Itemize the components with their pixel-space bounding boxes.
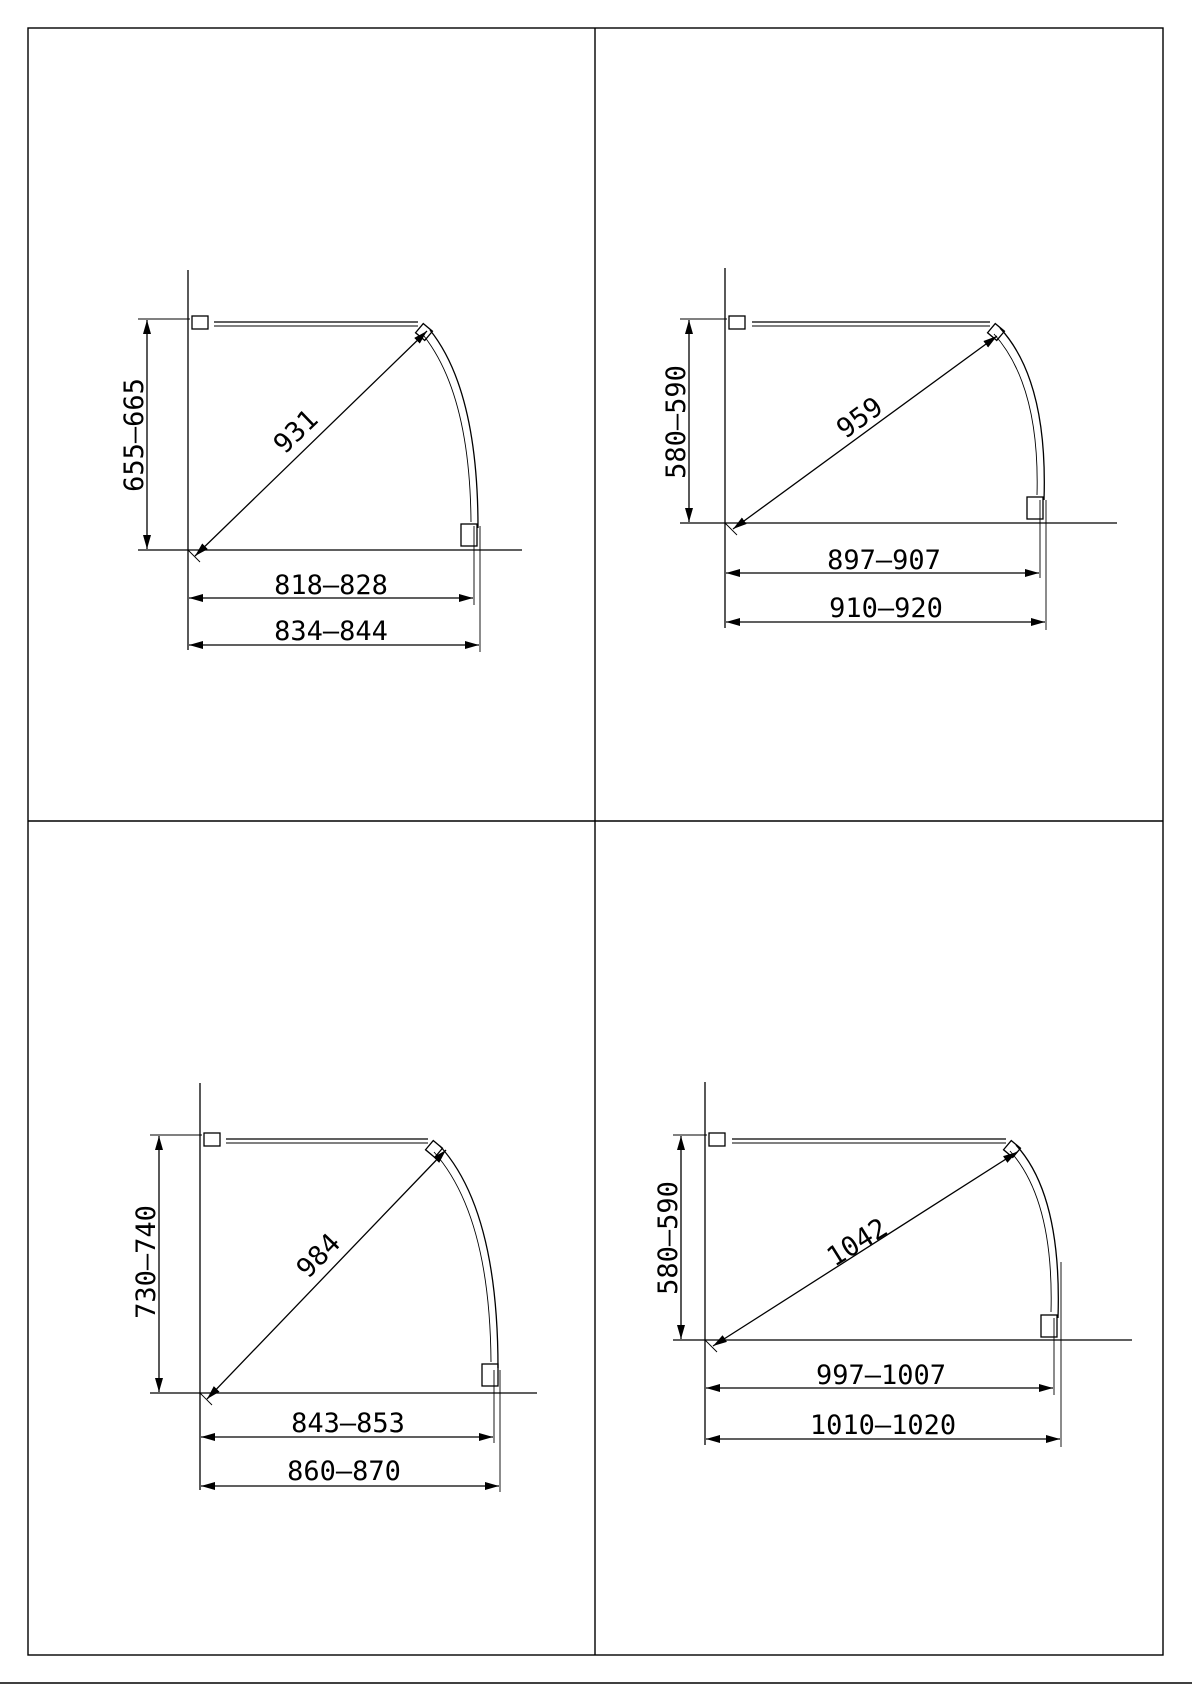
diagonal-label: 931 — [267, 403, 325, 460]
outer-width-label: 910–920 — [829, 593, 943, 624]
inner-width-label: 818–828 — [274, 570, 388, 601]
diagonal-dimension-line — [195, 331, 427, 556]
diagonal-dimension-line — [207, 1150, 446, 1399]
sliding-door-arc-inner — [424, 336, 471, 522]
wall-bracket — [204, 1133, 220, 1146]
sliding-door-arc — [440, 1146, 498, 1368]
door-roller — [416, 324, 433, 341]
floor-bracket — [461, 524, 477, 546]
wall-bracket — [192, 316, 208, 329]
sliding-door-arc — [1000, 328, 1044, 500]
outer-width-label: 1010–1020 — [809, 1410, 957, 1441]
floor-bracket — [1041, 1315, 1057, 1337]
shower-drawing-4 — [653, 1082, 1132, 1447]
diagonal-label: 984 — [290, 1227, 347, 1285]
inner-width-label: 843–853 — [291, 1408, 405, 1439]
sliding-door-arc-inner — [434, 1152, 491, 1362]
sliding-door-arc-inner — [994, 334, 1037, 495]
corner-tick — [725, 523, 737, 535]
corner-tick — [705, 1340, 717, 1352]
height-label: 580–590 — [661, 365, 692, 479]
floor-bracket — [482, 1364, 498, 1386]
shower-drawing-3 — [131, 1083, 537, 1492]
door-roller — [988, 324, 1005, 341]
shower-drawing-2 — [661, 268, 1117, 630]
shower-drawing-1 — [119, 270, 522, 652]
wall-bracket — [729, 316, 745, 329]
height-label: 580–590 — [653, 1181, 684, 1295]
inner-width-label: 997–1007 — [815, 1360, 947, 1391]
floor-bracket — [1027, 497, 1043, 519]
height-label: 730–740 — [131, 1205, 162, 1319]
sliding-door-arc-inner — [1010, 1151, 1051, 1312]
corner-tick — [188, 550, 200, 562]
height-label: 655–665 — [119, 378, 150, 492]
outer-width-label: 834–844 — [274, 616, 388, 647]
diagonal-label: 959 — [831, 391, 889, 445]
diagonal-label: 1042 — [821, 1212, 894, 1274]
wall-bracket — [709, 1133, 725, 1146]
inner-width-label: 897–907 — [827, 545, 941, 576]
door-roller — [426, 1141, 443, 1158]
outer-width-label: 860–870 — [287, 1456, 401, 1487]
sliding-door-arc — [1016, 1145, 1058, 1318]
